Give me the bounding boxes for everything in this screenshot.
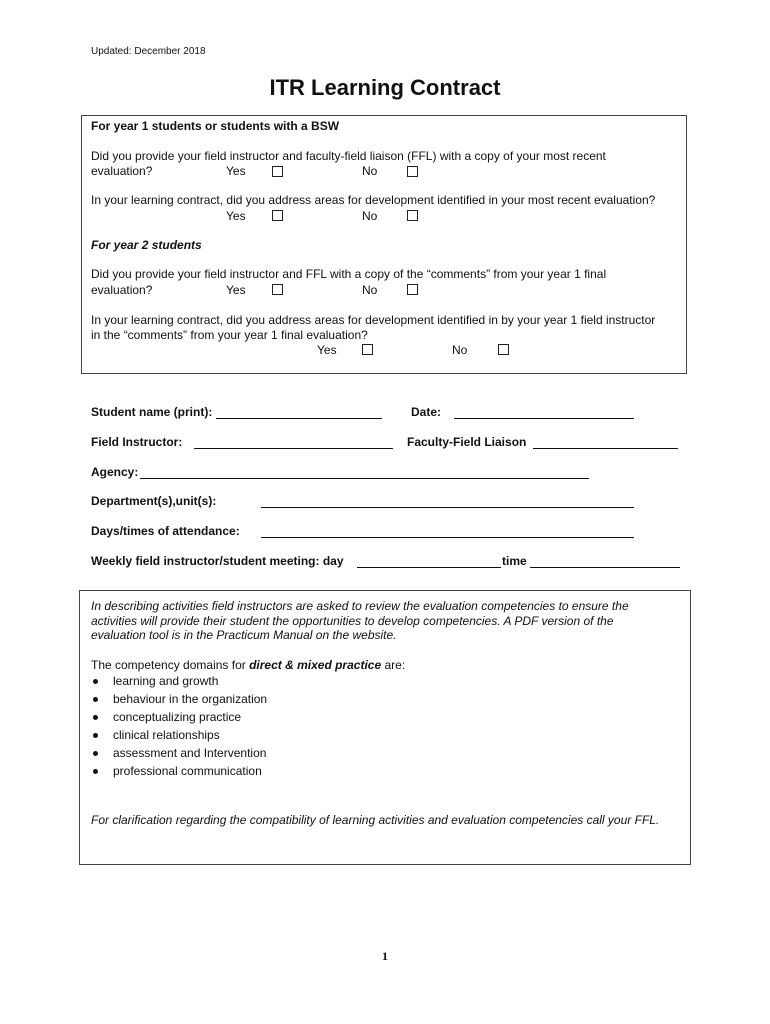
agency-label: Agency: — [91, 465, 139, 479]
domain-item: clinical relationships — [113, 728, 220, 742]
domain-item: professional communication — [113, 764, 262, 778]
q1-yes-label: Yes — [226, 164, 246, 178]
q2-no-checkbox[interactable] — [407, 210, 418, 221]
q1-yes-checkbox[interactable] — [272, 166, 283, 177]
question-3-text-cont: evaluation? — [91, 283, 153, 297]
bullet-icon — [93, 769, 98, 774]
meeting-time-label: time — [502, 554, 527, 568]
date-label: Date: — [411, 405, 442, 419]
student-name-field[interactable] — [216, 418, 382, 419]
question-3-text: Did you provide your field instructor and FFL with a copy of the “comments” from your year 1 final — [91, 267, 607, 281]
q4-no-label: No — [452, 343, 468, 357]
page-title: ITR Learning Contract — [269, 75, 501, 100]
q3-no-checkbox[interactable] — [407, 284, 418, 295]
q2-yes-checkbox[interactable] — [272, 210, 283, 221]
q4-no-checkbox[interactable] — [498, 344, 509, 355]
page-number: 1 — [382, 949, 388, 963]
q3-no-label: No — [362, 283, 378, 297]
domain-item: learning and growth — [113, 674, 219, 688]
bullet-icon — [93, 697, 98, 702]
domain-item: assessment and Intervention — [113, 746, 267, 760]
q1-no-label: No — [362, 164, 378, 178]
domains-intro: The competency domains for direct & mixed practice are: — [91, 658, 406, 672]
clarification-note: For clarification regarding the compatibility of learning activities and evaluation competencies call your FFL. — [91, 813, 660, 827]
meeting-time-field[interactable] — [530, 567, 680, 568]
question-4-text-cont: in the “comments” from your year 1 final evaluation? — [91, 328, 368, 342]
year2-heading: For year 2 students — [91, 238, 202, 252]
days-times-label: Days/times of attendance: — [91, 524, 240, 538]
field-instructor-field[interactable] — [194, 448, 393, 449]
bullet-icon — [93, 751, 98, 756]
q2-yes-label: Yes — [226, 209, 246, 223]
q1-no-checkbox[interactable] — [407, 166, 418, 177]
updated-date: Updated: December 2018 — [91, 46, 206, 57]
weekly-meeting-label: Weekly field instructor/student meeting: day — [91, 554, 344, 568]
question-4-text: In your learning contract, did you address areas for development identified in by your year 1 field instructor — [91, 313, 656, 327]
departments-field[interactable] — [261, 507, 634, 508]
ffl-field[interactable] — [533, 448, 678, 449]
bullet-icon — [93, 715, 98, 720]
year1-heading: For year 1 students or students with a BSW — [91, 119, 340, 133]
info-intro-line-2: activities will provide their student the opportunities to develop competencies. A PDF version of the — [91, 614, 614, 628]
question-1-text-cont: evaluation? — [91, 164, 153, 178]
departments-label: Department(s),unit(s): — [91, 494, 217, 508]
ffl-label: Faculty-Field Liaison — [407, 435, 527, 449]
agency-field[interactable] — [140, 478, 589, 479]
q2-no-label: No — [362, 209, 378, 223]
q4-yes-label: Yes — [317, 343, 337, 357]
bullet-icon — [93, 733, 98, 738]
domain-item: behaviour in the organization — [113, 692, 268, 706]
q3-yes-label: Yes — [226, 283, 246, 297]
q4-yes-checkbox[interactable] — [362, 344, 373, 355]
field-instructor-label: Field Instructor: — [91, 435, 183, 449]
domain-item: conceptualizing practice — [113, 710, 242, 724]
info-intro-line-3: evaluation tool is in the Practicum Manual on the website. — [91, 628, 397, 642]
meeting-day-field[interactable] — [357, 567, 501, 568]
days-times-field[interactable] — [261, 537, 634, 538]
question-1-text: Did you provide your field instructor and faculty-field liaison (FFL) with a copy of your most recent — [91, 149, 606, 163]
date-field[interactable] — [454, 418, 634, 419]
question-2-text: In your learning contract, did you address areas for development identified in your most recent evaluation? — [91, 193, 656, 207]
info-intro-line-1: In describing activities field instructors are asked to review the evaluation competencies to ensure the — [91, 599, 629, 613]
student-name-label: Student name (print): — [91, 405, 213, 419]
q3-yes-checkbox[interactable] — [272, 284, 283, 295]
bullet-icon — [93, 679, 98, 684]
